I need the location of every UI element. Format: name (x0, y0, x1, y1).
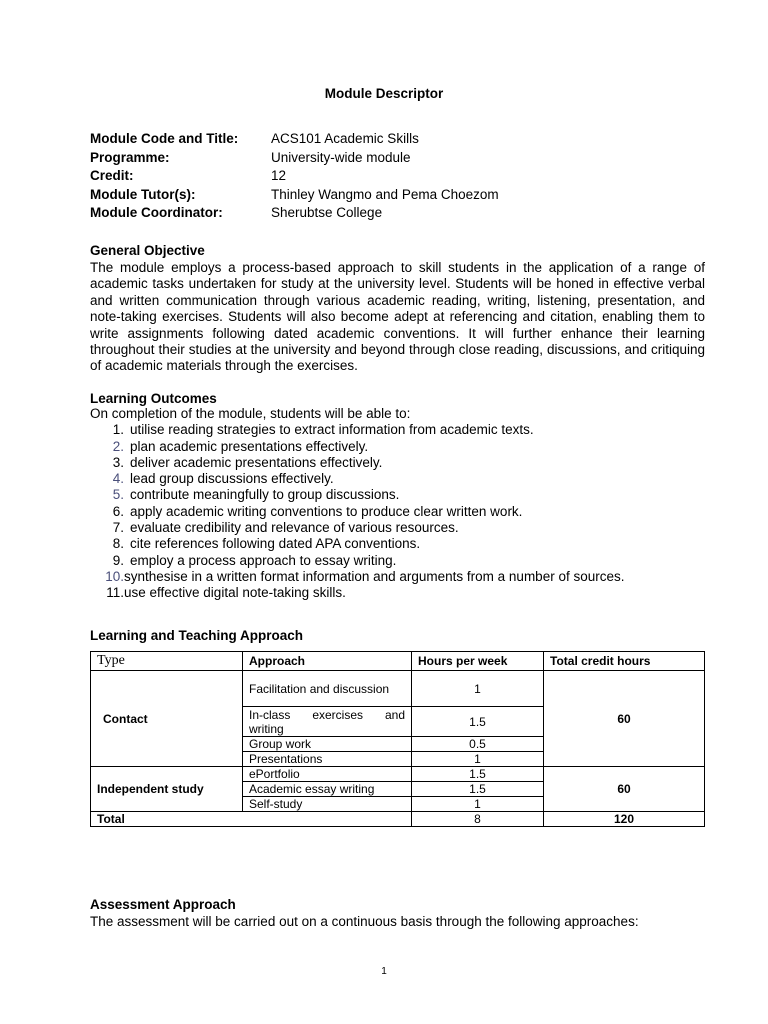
table-header-row (91, 652, 705, 671)
header-hours: Hours per week (412, 652, 544, 671)
item-text: utilise reading strategies to extract information from academic texts. (130, 422, 534, 438)
meta-label: Module Tutor(s): (90, 186, 196, 202)
hours-cell: 1.5 (412, 782, 544, 797)
header-type: Type (91, 652, 243, 671)
meta-row (90, 186, 499, 205)
hours-cell: 1.5 (412, 707, 544, 737)
assessment-heading: Assessment Approach (90, 897, 236, 912)
hours-cell: 0.5 (412, 737, 544, 752)
item-text: apply academic writing conventions to produce clear written work. (130, 503, 523, 519)
list-item (90, 520, 624, 536)
list-item (90, 455, 624, 471)
list-item (90, 585, 624, 601)
item-number: 1. (112, 422, 124, 438)
learning-teaching-table (90, 651, 705, 827)
list-item (90, 569, 624, 585)
type-independent: Independent study (91, 767, 243, 812)
item-number: 8. (112, 536, 124, 552)
list-item (90, 504, 624, 520)
meta-row (90, 204, 499, 223)
meta-row (90, 130, 499, 149)
meta-value: Thinley Wangmo and Pema Choezom (271, 186, 499, 202)
item-number: 2. (112, 438, 124, 454)
outcomes-intro: On completion of the module, students will be able to: (90, 406, 411, 421)
meta-label: Module Code and Title: (90, 131, 239, 146)
meta-label: Module Coordinator: (90, 205, 223, 221)
item-text: cite references following dated APA conventions. (130, 536, 421, 552)
item-number: 6. (112, 503, 124, 519)
list-item (90, 471, 624, 487)
item-number: 5. (112, 487, 124, 503)
meta-row (90, 149, 499, 168)
table-row (91, 767, 705, 782)
item-text: synthesise in a written format information and arguments from a number of sources. (124, 568, 625, 584)
list-item (90, 439, 624, 455)
item-number: 10. (105, 568, 124, 584)
item-number: 4. (112, 471, 124, 487)
total-credit: 120 (544, 812, 705, 827)
table-row (91, 671, 705, 707)
learning-teaching-heading: Learning and Teaching Approach (90, 628, 304, 643)
list-item (90, 487, 624, 503)
approach-cell: In-class exercises and writing (243, 707, 412, 737)
item-number: 7. (112, 520, 124, 536)
general-objective-text: The module employs a process-based approach to skill students in the application of a range of academic tasks undertaken for study at the university level. Students will be honed in effective verbal and written communication through various academic reading, writing, listening, presentation, and note-taking exercises. Students will also become adept at referencing and citation, enabling them to write assignments following dated academic conventions. It will further enhance their learning throughout their studies at the university and beyond through close reading, discussions, and critiquing of academic materials through the exercises. (90, 260, 705, 374)
type-contact: Contact (91, 671, 243, 767)
item-text: deliver academic presentations effectively. (130, 454, 383, 470)
item-text: employ a process approach to essay writing. (130, 552, 397, 568)
hours-cell: 1 (412, 797, 544, 812)
item-text: lead group discussions effectively. (130, 471, 334, 487)
page-title: Module Descriptor (324, 86, 444, 101)
meta-value: Sherubtse College (271, 205, 383, 221)
meta-value: 12 (271, 168, 287, 184)
item-text: contribute meaningfully to group discussions. (130, 487, 400, 503)
outcomes-list (90, 422, 624, 601)
meta-label: Credit: (90, 168, 134, 184)
table-total-row (91, 812, 705, 827)
approach-cell: Facilitation and discussion (243, 671, 412, 707)
hours-cell: 1.5 (412, 767, 544, 782)
item-text: evaluate credibility and relevance of various resources. (130, 520, 459, 536)
credit-independent: 60 (544, 767, 705, 812)
item-text: use effective digital note-taking skills. (124, 585, 346, 601)
hours-cell: 1 (412, 671, 544, 707)
module-meta (90, 130, 499, 223)
list-item (90, 422, 624, 438)
total-label: Total (91, 812, 412, 827)
list-item (90, 553, 624, 569)
learning-outcomes (90, 406, 624, 602)
approach-cell: ePortfolio (243, 767, 412, 782)
approach-cell: Academic essay writing (243, 782, 412, 797)
meta-value: University-wide module (271, 149, 411, 165)
item-number: 9. (112, 552, 124, 568)
list-item (90, 536, 624, 552)
approach-cell: Self-study (243, 797, 412, 812)
header-credit: Total credit hours (544, 652, 705, 671)
meta-row (90, 167, 499, 186)
item-number: 3. (112, 454, 124, 470)
meta-value: ACS101 Academic Skills (271, 131, 419, 146)
page-number: 1 (381, 966, 387, 977)
total-hours: 8 (412, 812, 544, 827)
item-number: 11. (106, 585, 124, 601)
learning-outcomes-heading: Learning Outcomes (90, 391, 217, 406)
assessment-text: The assessment will be carried out on a continuous basis through the following approaches: (90, 914, 639, 929)
item-text: plan academic presentations effectively. (130, 438, 369, 454)
general-objective-heading: General Objective (90, 243, 205, 258)
approach-cell: Presentations (243, 752, 412, 767)
meta-label: Programme: (90, 149, 170, 165)
approach-cell: Group work (243, 737, 412, 752)
header-approach: Approach (243, 652, 412, 671)
credit-contact: 60 (544, 671, 705, 767)
hours-cell: 1 (412, 752, 544, 767)
